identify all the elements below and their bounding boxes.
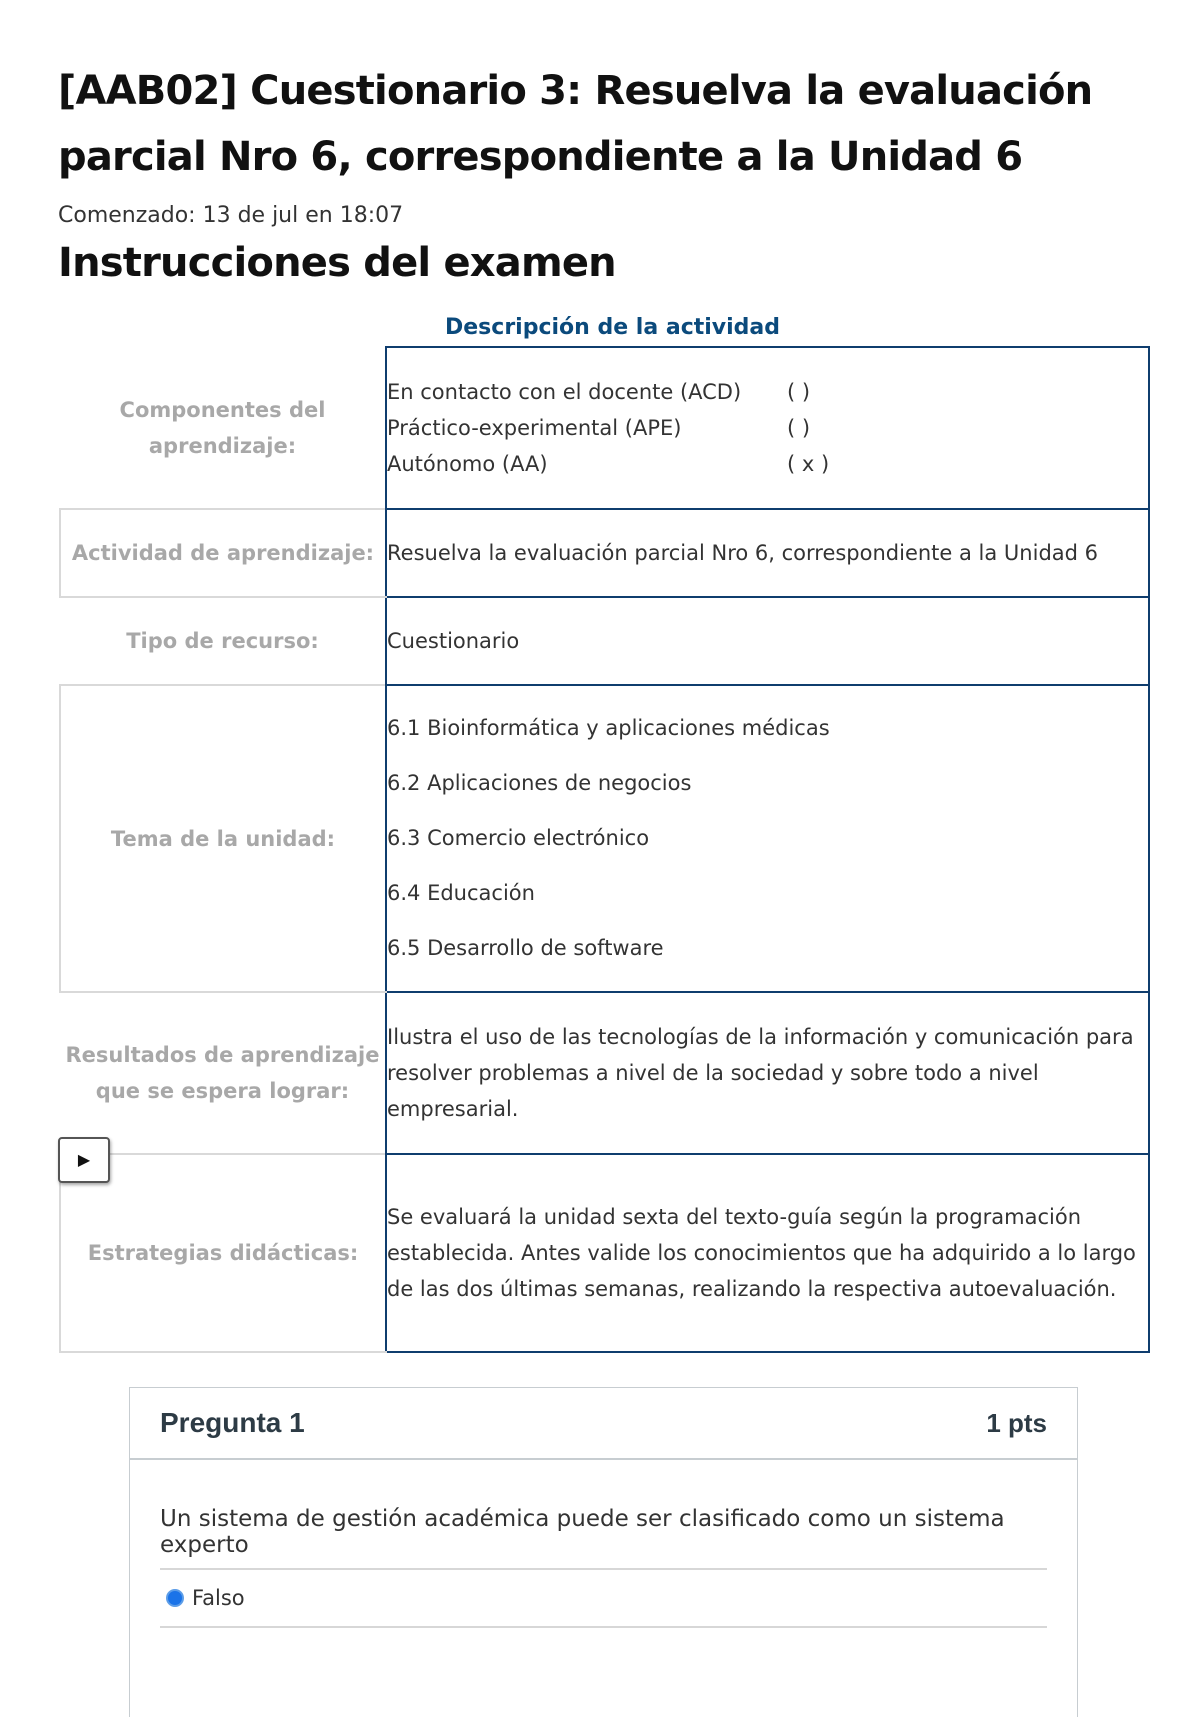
strategies-value: Se evaluará la unidad sexta del texto-guía según la programación establecida. Antes valide los conocimientos que ha adquirido a lo largo de las dos últimas semanas, realizando la respectiva autoevaluación.	[386, 1154, 1149, 1352]
strategies-label: Estrategias didácticas:	[60, 1154, 386, 1352]
topic-item: 6.2 Aplicaciones de negocios	[387, 771, 692, 795]
table-row	[60, 685, 1149, 992]
topic-value	[386, 685, 1149, 992]
activity-caption: Descripción de la actividad	[445, 315, 781, 340]
component-mark: ( )	[787, 416, 811, 440]
topic-item: 6.5 Desarrollo de software	[387, 936, 664, 960]
started-timestamp: Comenzado: 13 de jul en 18:07	[58, 203, 404, 228]
component-mark: ( x )	[787, 452, 830, 476]
activity-value: Resuelva la evaluación parcial Nro 6, correspondiente a la Unidad 6	[386, 509, 1149, 597]
component-line	[387, 446, 1148, 482]
table-row	[60, 992, 1149, 1154]
components-label: Componentes del aprendizaje:	[119, 397, 326, 458]
activity-label: Actividad de aprendizaje:	[60, 509, 386, 597]
question-body	[130, 1506, 1077, 1628]
answer-label: Falso	[192, 1586, 245, 1610]
media-play-button[interactable]	[58, 1137, 110, 1183]
component-name: Autónomo (AA)	[387, 452, 548, 476]
component-name: En contacto con el docente (ACD)	[387, 380, 742, 404]
question-header	[130, 1388, 1077, 1460]
results-label: Resultados de aprendizaje que se espera lograr:	[65, 1043, 380, 1103]
component-mark: ( )	[787, 380, 811, 404]
question-points: 1 pts	[986, 1407, 1047, 1438]
component-line	[387, 410, 1148, 446]
page-title: [AAB02] Cuestionario 3: Resuelva la evaluación parcial Nro 6, correspondiente a la Unidad 6	[58, 68, 1093, 180]
answer-option[interactable]	[160, 1568, 1047, 1628]
results-value: Ilustra el uso de las tecnologías de la información y comunicación para resolver problemas a nivel de la sociedad y sobre todo a nivel empresarial.	[386, 992, 1149, 1154]
component-name: Práctico-experimental (APE)	[387, 416, 682, 440]
components-value	[386, 347, 1149, 509]
question-card	[129, 1387, 1078, 1717]
section-title: Instrucciones del examen	[58, 240, 616, 286]
table-row	[60, 347, 1149, 509]
activity-description-table	[59, 346, 1150, 1353]
topic-item: 6.3 Comercio electrónico	[387, 826, 650, 850]
topic-item: 6.4 Educación	[387, 881, 535, 905]
resource-label: Tipo de recurso:	[126, 629, 319, 653]
question-name: Pregunta 1	[160, 1407, 305, 1438]
topic-label: Tema de la unidad:	[60, 685, 386, 992]
radio-selected-icon[interactable]	[166, 1589, 184, 1607]
component-line	[387, 374, 1148, 410]
table-row	[60, 597, 1149, 685]
table-row	[60, 1154, 1149, 1352]
resource-value: Cuestionario	[386, 597, 1149, 685]
topic-item: 6.1 Bioinformática y aplicaciones médicas	[387, 716, 830, 740]
play-icon: ▶	[77, 1152, 91, 1169]
table-row	[60, 509, 1149, 597]
question-text: Un sistema de gestión académica puede ser clasificado como un sistema experto	[160, 1506, 1005, 1558]
